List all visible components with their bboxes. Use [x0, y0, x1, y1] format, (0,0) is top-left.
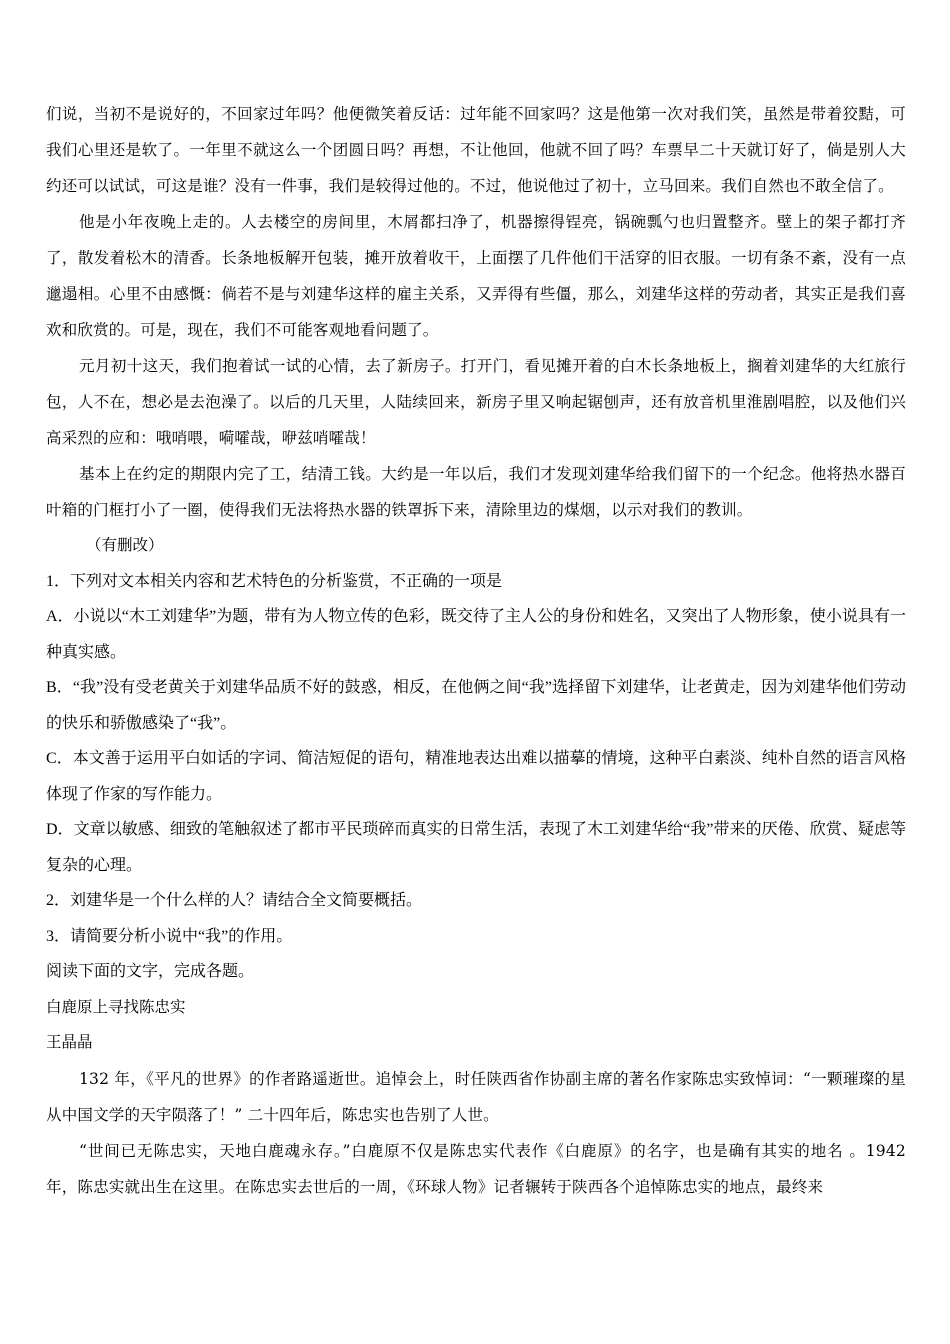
document-body — [46, 96, 906, 1205]
option-c: C．本文善于运用平白如话的字词、简洁短促的语句，精准地表达出难以描摹的情境，这种平白素淡、纯朴自然的语言风格体现了作家的写作能力。 — [46, 750, 906, 803]
revision-note: （有删改） — [86, 536, 164, 554]
option-a: A．小说以“木工刘建华”为题，带有为人物立传的色彩，既交待了主人公的身份和姓名，又突出了人物形象，使小说具有一种真实感。 — [46, 608, 906, 661]
passage-paragraph-3: 元月初十这天，我们抱着试一试的心情，去了新房子。打开门，看见摊开着的白木长条地板上，搁着刘建华的大红旅行包，人不在，想必是去泡澡了。以后的几天里，人陆续回来，新房子里又响起锯刨声，还有放音机里淮剧唱腔，以及他们兴高采烈的应和：哦哨喂，嗬嚯哉，咿兹哨嚯哉！ — [46, 357, 906, 447]
passage-paragraph-1: 们说，当初不是说好的，不回家过年吗？他便微笑着反话：过年能不回家吗？这是他第一次对我们笑，虽然是带着狡黠，可我们心里还是软了。一年里不就这么一个团圆日吗？再想，不让他回，他就不回了吗？车票早二十天就订好了，倘是别人大约还可以试试，可这是谁？没有一件事，我们是较得过他的。不过，他说他过了初十，立马回来。我们自然也不敢全信了。 — [46, 105, 906, 195]
option-b: B．“我”没有受老黄关于刘建华品质不好的鼓惑，相反，在他俩之间“我”选择留下刘建华，让老黄走，因为刘建华他们劳动的快乐和骄傲感染了“我”。 — [46, 679, 906, 732]
article-paragraph-1: 132 年，《平凡的世界》的作者路遥逝世。追悼会上，时任陕西省作协副主席的著名作家陈忠实致悼词：“一颗璀璨的星从中国文学的天宇陨落了！” 二十四年后，陈忠实也告别了人世。 — [46, 1069, 906, 1124]
article-title: 白鹿原上寻找陈忠实 — [46, 997, 186, 1016]
option-d: D．文章以敏感、细致的笔触叙述了都市平民琐碎而真实的日常生活，表现了木工刘建华给“我”带来的厌倦、欣赏、疑虑等复杂的心理。 — [46, 821, 906, 874]
question-2: 2．刘建华是一个什么样的人？请结合全文简要概括。 — [46, 892, 423, 909]
reading-instruction: 阅读下面的文字，完成各题。 — [46, 963, 255, 980]
article-paragraph-2: “世间已无陈忠实，天地白鹿魂永存。”白鹿原不仅是陈忠实代表作《白鹿原》的名字，也是确有其实的地名 。1942 年，陈忠实就出生在这里。在陈忠实去世后的一周，《环球人物》记者辗转于陕西各个追悼陈忠实的地点，最终来 — [46, 1141, 906, 1196]
passage-paragraph-4: 基本上在约定的期限内完了工，结清工钱。大约是一年以后，我们才发现刘建华给我们留下的一个纪念。他将热水器百叶箱的门框打小了一圈，使得我们无法将热水器的铁罩拆下来，清除里边的煤烟，以示对我们的教训。 — [46, 465, 906, 519]
passage-paragraph-2: 他是小年夜晚上走的。人去楼空的房间里，木屑都扫净了，机器擦得锃亮，锅碗瓢勺也归置整齐。壁上的架子都打齐了，散发着松木的清香。长条地板解开包装，摊开放着收干，上面摆了几件他们干活穿的旧衣服。一切有条不紊，没有一点邋遢相。心里不由感慨：倘若不是与刘建华这样的雇主关系，又弄得有些僵，那么，刘建华这样的劳动者，其实正是我们喜欢和欣赏的。可是，现在，我们不可能客观地看问题了。 — [46, 213, 906, 339]
question-3: 3．请简要分析小说中“我”的作用。 — [46, 927, 293, 945]
article-author: 王晶晶 — [46, 1033, 93, 1051]
question-1: 1．下列对文本相关内容和艺术特色的分析鉴赏，不正确的一项是 — [46, 572, 503, 590]
